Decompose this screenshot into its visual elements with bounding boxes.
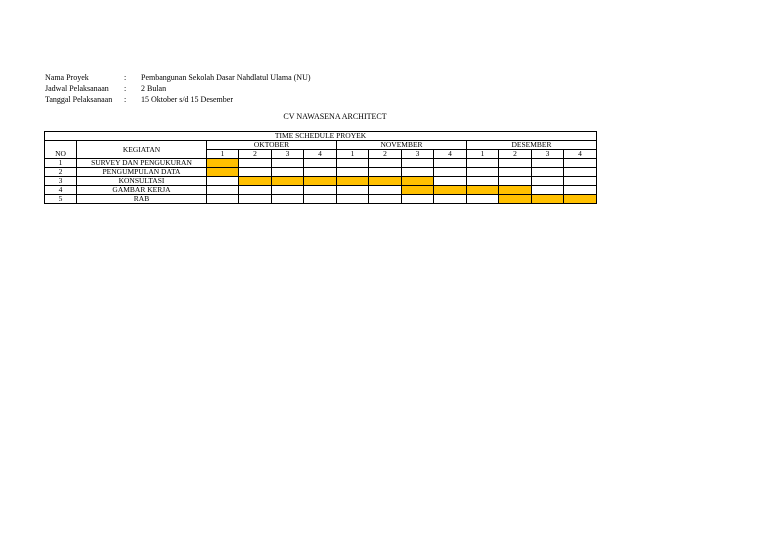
schedule-cell xyxy=(337,159,369,168)
schedule-bar-cell xyxy=(402,177,434,186)
execution-date-value: 15 Oktober s/d 15 Desember xyxy=(141,95,233,104)
row-number: 5 xyxy=(45,195,77,204)
schedule-cell xyxy=(272,186,304,195)
schedule-cell xyxy=(369,186,402,195)
row-number: 1 xyxy=(45,159,77,168)
week-header: 3 xyxy=(402,150,434,159)
project-name-row xyxy=(45,72,311,83)
table-title-row xyxy=(45,132,597,141)
schedule-cell xyxy=(402,159,434,168)
schedule-cell xyxy=(564,177,597,186)
project-name-value: Pembangunan Sekolah Dasar Nahdlatul Ulama (NU) xyxy=(141,73,311,82)
project-name-label: Nama Proyek xyxy=(45,73,89,82)
schedule-cell xyxy=(467,159,499,168)
week-header: 2 xyxy=(499,150,532,159)
project-info xyxy=(45,72,311,105)
schedule-cell xyxy=(434,159,467,168)
month-header-november: NOVEMBER xyxy=(337,141,467,150)
activity-name: RAB xyxy=(77,195,207,204)
colon: : xyxy=(124,73,127,82)
schedule-cell xyxy=(564,168,597,177)
schedule-cell xyxy=(532,177,564,186)
schedule-cell xyxy=(304,195,337,204)
execution-date-label: Tanggal Pelaksanaan xyxy=(45,95,113,104)
schedule-bar-cell xyxy=(304,177,337,186)
schedule-duration-row xyxy=(45,83,311,94)
week-header: 2 xyxy=(369,150,402,159)
schedule-bar-cell xyxy=(467,186,499,195)
schedule-cell xyxy=(499,159,532,168)
execution-date-row xyxy=(45,94,311,105)
schedule-cell xyxy=(272,195,304,204)
schedule-bar-cell xyxy=(207,168,239,177)
schedule-cell xyxy=(369,168,402,177)
schedule-bar-cell xyxy=(272,177,304,186)
schedule-cell xyxy=(239,186,272,195)
week-header: 4 xyxy=(434,150,467,159)
week-header: 3 xyxy=(532,150,564,159)
schedule-cell xyxy=(304,168,337,177)
schedule-cell xyxy=(207,195,239,204)
company-name: CV NAWASENA ARCHITECT xyxy=(283,112,387,121)
schedule-cell xyxy=(434,177,467,186)
colon: : xyxy=(124,84,127,93)
month-header-row xyxy=(45,141,597,150)
no-header-blank xyxy=(45,141,77,150)
activity-name: GAMBAR KERJA xyxy=(77,186,207,195)
week-header: 1 xyxy=(337,150,369,159)
schedule-cell xyxy=(239,159,272,168)
row-number: 4 xyxy=(45,186,77,195)
schedule-cell xyxy=(369,159,402,168)
schedule-cell xyxy=(467,195,499,204)
schedule-bar-cell xyxy=(499,186,532,195)
schedule-cell xyxy=(532,159,564,168)
schedule-bar-cell xyxy=(532,195,564,204)
schedule-cell xyxy=(304,186,337,195)
table-title: TIME SCHEDULE PROYEK xyxy=(45,132,597,141)
activity-header: KEGIATAN xyxy=(77,141,207,159)
table-row xyxy=(45,186,597,195)
schedule-bar-cell xyxy=(402,186,434,195)
schedule-duration-label: Jadwal Pelaksanaan xyxy=(45,84,109,93)
table-row xyxy=(45,159,597,168)
table-row xyxy=(45,195,597,204)
schedule-cell xyxy=(239,195,272,204)
table-row xyxy=(45,168,597,177)
schedule-cell xyxy=(272,168,304,177)
schedule-cell xyxy=(369,195,402,204)
schedule-cell xyxy=(239,168,272,177)
time-schedule-table xyxy=(44,131,597,204)
schedule-cell xyxy=(337,186,369,195)
week-header: 4 xyxy=(564,150,597,159)
month-header-desember: DESEMBER xyxy=(467,141,597,150)
schedule-bar-cell xyxy=(207,159,239,168)
week-header: 2 xyxy=(239,150,272,159)
row-number: 3 xyxy=(45,177,77,186)
week-header: 1 xyxy=(207,150,239,159)
activity-name: KONSULTASI xyxy=(77,177,207,186)
schedule-duration-value: 2 Bulan xyxy=(141,84,167,93)
schedule-bar-cell xyxy=(564,195,597,204)
no-header: NO xyxy=(45,150,77,159)
schedule-cell xyxy=(434,168,467,177)
schedule-cell xyxy=(304,159,337,168)
schedule-cell xyxy=(499,168,532,177)
table-row xyxy=(45,177,597,186)
schedule-cell xyxy=(564,186,597,195)
schedule-cell xyxy=(564,159,597,168)
schedule-cell xyxy=(207,177,239,186)
schedule-cell xyxy=(402,195,434,204)
schedule-cell xyxy=(207,186,239,195)
schedule-cell xyxy=(337,168,369,177)
week-header: 4 xyxy=(304,150,337,159)
activity-name: PENGUMPULAN DATA xyxy=(77,168,207,177)
schedule-cell xyxy=(467,177,499,186)
schedule-bar-cell xyxy=(434,186,467,195)
schedule-bar-cell xyxy=(369,177,402,186)
schedule-cell xyxy=(532,186,564,195)
schedule-cell xyxy=(532,168,564,177)
schedule-cell xyxy=(337,195,369,204)
row-number: 2 xyxy=(45,168,77,177)
schedule-cell xyxy=(499,177,532,186)
activity-name: SURVEY DAN PENGUKURAN xyxy=(77,159,207,168)
schedule-cell xyxy=(272,159,304,168)
week-header: 1 xyxy=(467,150,499,159)
schedule-cell xyxy=(402,168,434,177)
schedule-cell xyxy=(467,168,499,177)
schedule-cell xyxy=(434,195,467,204)
colon: : xyxy=(124,95,127,104)
month-header-oktober: OKTOBER xyxy=(207,141,337,150)
week-header: 3 xyxy=(272,150,304,159)
schedule-bar-cell xyxy=(239,177,272,186)
schedule-bar-cell xyxy=(337,177,369,186)
schedule-bar-cell xyxy=(499,195,532,204)
